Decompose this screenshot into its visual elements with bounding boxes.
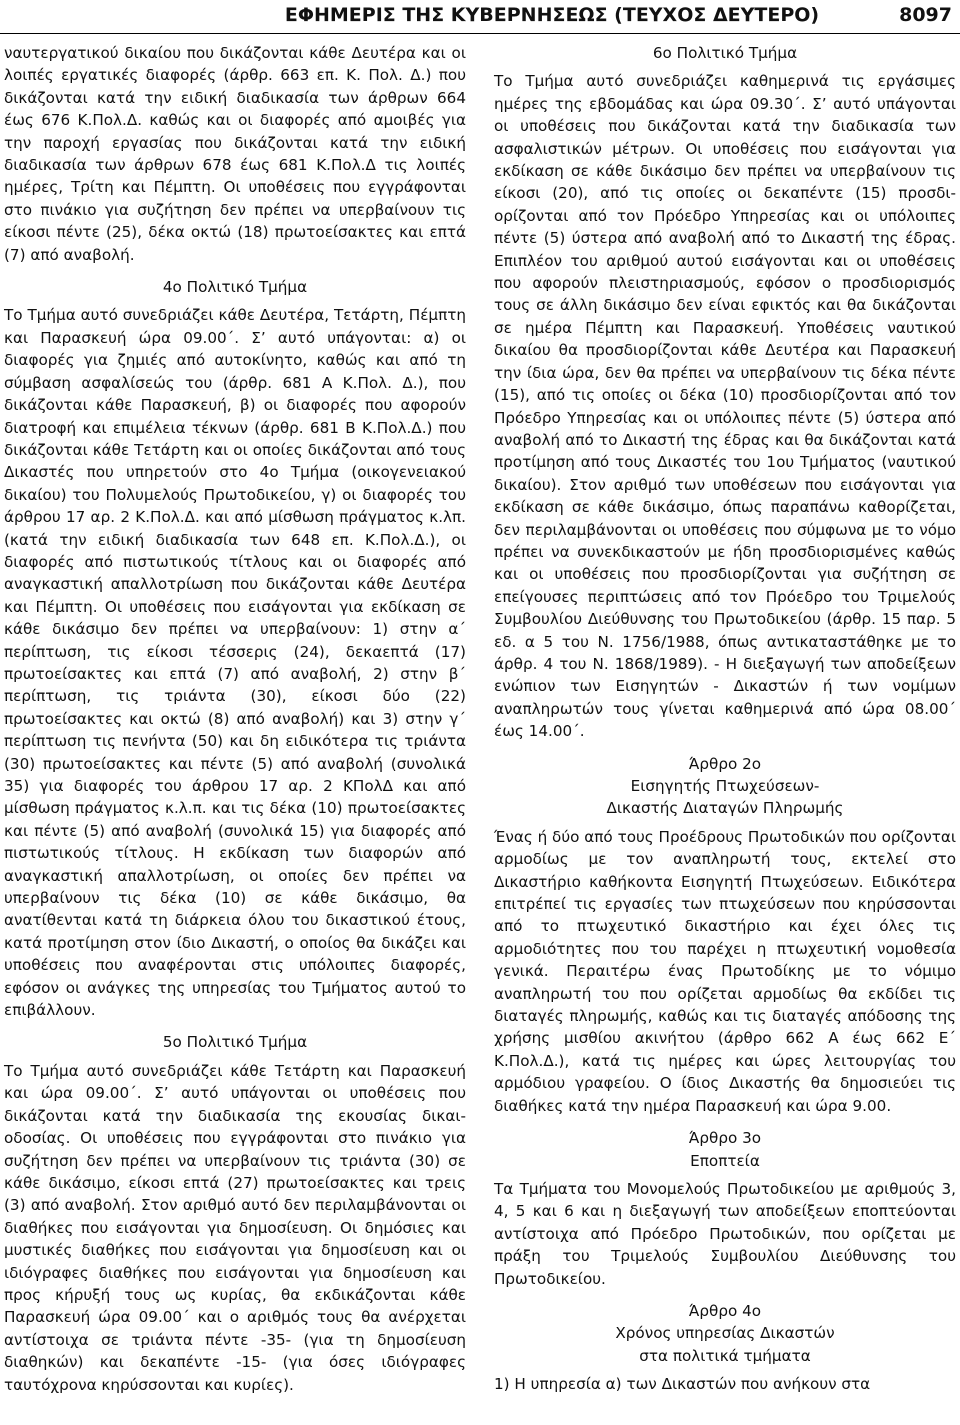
article-4-title: Άρθρο 4ο (688, 1301, 762, 1320)
paragraph-3rd-section-end: ναυτεργατικού δικαίου που δικάζονται κάθε Δευτέρα και οι λοιπές εργατικές διαφορές (άρθρ. 663 επ. Κ. Πολ. Δ.) που δικάζονται κατά την ειδική διαδικασία των άρθρων 664 έως 676 Κ.Πολ.Δ. καθώς και οι διαφορές από αμοιβές για την παροχή εργασίας που δικάζονται κατά την ειδική διαδικασία των άρθρων 678 έως 681 Κ.Πολ.Δ τις λοιπές ημέρες, Τρίτη και Πέμπτη. Οι υποθέσεις που εγγράφονται στο πινάκιο για συζήτηση δεν πρέπει να υπερβαίνουν τις είκοσι πέντε (25), δέκα οκτώ (18) πρωτοείσακτες και επτά (7) από αναβολή. (4, 44, 466, 264)
page-header (0, 0, 960, 30)
heading-article-4 (494, 1300, 956, 1367)
paragraph-4th-section: Το Τμήμα αυτό συνεδριάζει κάθε Δευτέρα, Τετάρτη, Πέμπτη και Παρασκευή ώρα 09.00΄. Σ’ αυτό υπάγονται: α) οι διαφορές για ζημιές από αυτοκίνητο, καθώς και από τη σύμβαση ασφαλίσεώς του (άρθρ. 681 Α Κ.Πολ. Δ.), που δικάζονται κάθε Παρασκευή, β) οι διαφορές που αφορούν διατροφή και επιμέλεια τέκνων (άρθρ. 681 Β Κ.Πολ.Δ.) που δικάζονται κάθε Τετάρτη και οι οποίες δικάζονται από τους Δικαστές που υπηρετούν στο 4ο Τμήμα (οικογενειακού δικαίου) του Πολυμελούς Πρωτοδικείου, γ) οι διαφορές του άρθρου 17 αρ. 2 Κ.Πολ.Δ. και από μίσθωση πράγματος κ.λπ. (κατά την ειδική διαδικασία των 648 επ. Κ.Πολ.Δ.), οι διαφορές από πιστωτικούς τίτλους και οι διαφορές από αναγκαστική απαλλοτρίωση που δικάζονται κάθε Δευτέρα και Πέμπτη. Οι υποθέσεις που εισάγονται για εκδίκαση σε κάθε δικάσιμο δεν πρέπει να υπερβαίνουν: 1) στην α΄ περίπτωση, τις είκοσι τέσσερις (24), δεκαεπτά (17) πρωτοείσακτες και επτά (7) από αναβολή, 2) στην β΄ περίπτωση, τις τριάντα (30), είκοσι δύο (22) πρωτοείσακτες και οκτώ (8) από αναβολή) και 3) στην γ΄ περίπτωση τις πενήντα (50) και δη ειδικότερα τις τριάντα (30) πρωτοείσακτες και πέντε (5) από αναβολή (συνολικά 35) για διαφορές του άρθρου 17 αρ. 2 ΚΠολΔ και από μίσθωση πράγματος κ.λ.π. και τις δέκα (10) πρωτοείσακτες και πέντε (5) από αναβολή (συνολικά 15) για διαφορές από πιστωτικούς τίτλους. Η εκδίκαση των διαφορών από αναγκαστική απαλλοτρίωση, οι οποίες δεν πρέπει να υπερβαίνουν τις δέκα (10) σε κάθε δικάσιμο, θα ανατίθενται κατά τη διάρκεια όλου του δικαστικού έτους, κατά προτίμηση στον ίδιο Δικαστή, ο οποίος θα δικάζει και υποθέσεις που αναφέρονται στις υπόλοιπες διαφορές, εφόσον οι ανάγκες της υπηρεσίας του Τμήματος αυτού το επιβάλλουν. (4, 306, 466, 1020)
article-4-subtitle-1: Χρόνος υπηρεσίας Δικαστών (615, 1324, 835, 1343)
gazette-title: ΕΦΗΜΕΡΙΣ ΤΗΣ ΚΥΒΕΡΝΗΣΕΩΣ (ΤΕΥΧΟΣ ΔΕΥΤΕΡΟ) (284, 4, 820, 26)
paragraph-article-4: 1) Η υπηρεσία α) των Δικαστών που ανήκουν στα (494, 1375, 871, 1394)
heading-6th-section: 6ο Πολιτικό Τμήμα (652, 44, 798, 62)
article-3-title: Άρθρο 3ο (688, 1129, 762, 1148)
paragraph-article-2: Ένας ή δύο από τους Προέδρους Πρωτοδικών που ορίζονται αρμοδίως με τον αναπληρωτή τους, εκτελεί στο Δικαστήριο καθήκοντα Εισηγητή Πτωχεύσεων. Ειδικότερα επιτρέπεί τις εργασίες των πτωχεύσεων που κηρύσσονται από το πτωχευτικό δικαστήριο και έχει όλες τις αρμοδιότητες που του παρέχει η πτωχευτική νομοθεσία γενικά. Περαιτέρω ένας Πρωτοδίκης με το νόμιμο αναπληρωτή του που ορίζεται αρμοδίως θα εκδίδει τις διαταγές πληρωμής, καθώς και τις διαταγές απόδοσης της χρήσης μισθίου ακινήτου (άρθρο 662 Α έως 662 Ε΄ Κ.Πολ.Δ.), κατά τις ημέρες και ώρες λειτουργίας του αρμόδιου γραφείου. Ο ίδιος Δικαστής θα δημοσιεύει τις διαθήκες κατά την ημέρα Παρασκευή και ώρα 9.00. (494, 827, 956, 1115)
article-2-title: Άρθρο 2ο (688, 754, 762, 773)
header-rule (0, 33, 960, 34)
heading-article-3 (494, 1127, 956, 1172)
article-2-subtitle-2: Δικαστής Διαταγών Πληρωμής (606, 799, 844, 818)
paragraph-5th-section: Το Τμήμα αυτό συνεδριάζει κάθε Τετάρτη και Παρασκευή και ώρα 09.00΄. Σ’ αυτό υπάγονται οι υποθέσεις που δικάζονται κατά την διαδικασία της εκουσίας δικαιοδοσίας. Οι υποθέσεις που εγγράφονται στο πινάκιο για συζήτηση δεν πρέπει να υπερβαίνουν τις τριάντα (30) σε κάθε δικάσιμο, είκοσι επτά (27) πρωτοείσακτες και τρεις (3) από αναβολή. Στον αριθμό αυτό δεν περιλαμβάνονται οι διαθήκες που εισάγονται για δημοσίευση. Οι δημόσιες και μυστικές διαθήκες που εισάγονται για δημοσίευση και οι ιδιόγραφες διαθήκες που εισάγονται για δημοσίευση και προς κήρυξή τους ως κυρίας, θα εκδικάζονται κάθε Παρασκευή ώρα 09.00΄ και ο αριθμός τους θα ανέρχεται αντίστοιχα σε τριάντα πέντε -35- (για τη δημοσίευση διαθηκών) και δεκαπέντε -15- (για όσες ιδιόγραφες ταυτόχρονα κηρύσσονται και κυρίες). (4, 1061, 466, 1394)
left-column (4, 42, 466, 1396)
page-number: 8097 (899, 4, 952, 26)
paragraph-article-3: Τα Τμήματα του Μονομελούς Πρωτοδικείου με αριθμούς 3, 4, 5 και 6 και η διεξαγωγή των αποδείξεων εποπτεύονται αντίστοιχα από Πρόεδρο Πρωτοδικών, που ορίζεται με πράξη του Τριμελούς Συμβουλίου Διεύθυνσης του Πρωτοδικείου. (494, 1179, 956, 1288)
article-2-subtitle-1: Εισηγητής Πτωχεύσεων- (630, 777, 820, 795)
heading-article-2 (494, 753, 956, 820)
article-4-subtitle-2: στα πολιτικά τμήματα (639, 1346, 811, 1365)
paragraph-6th-section: Το Τμήμα αυτό συνεδριάζει καθημερινά τις εργάσιμες ημέρες της εβδομάδας και ώρα 09.30΄. Σ’ αυτό υπάγονται οι υποθέσεις που δικάζονται κατά την διαδικασία των ασφαλιστικών μέτρων. Οι υποθέσεις που εισάγονται για εκδίκαση σε κάθε δικάσιμο δεν πρέπει να υπερβαίνουν τις είκοσι (20), από τις οποίες οι δεκαπέντε (15) προσδιορίζονται από τον Πρόεδρο Υπηρεσίας και οι υπόλοιπες πέντε (5) ύστερα από αναβολή από το Δικαστή της έδρας. Επιπλέον του αριθμού αυτού εισάγονται και οι υποθέσεις που αφορούν πλειστηριασμούς, εφόσον ο προσδιορισμός τους σε άλλη δικάσιμο δεν είναι εφικτός και θα δικάζονται σε ημέρα Πέμπτη και Παρασκευή. Υποθέσεις ναυτικού δικαίου θα προσδιορίζονται κάθε Δευτέρα και Παρασκευή την ίδια ώρα, δεν θα πρέπει να υπερβαίνουν τις δέκα πέντε (15), από τις οποίες οι δέκα (10) προσδιορίζονται από τον Πρόεδρο Υπηρεσίας και οι υπόλοιπες πέντε (5) ύστερα από αναβολή από το Δικαστή της έδρας και θα δικάζονται κατά προτίμηση από τους Δικαστές του 1ου Τμήματος (ναυτικού δικαίου). Στον αριθμό των υποθέσεων που εισάγονται για εκδίκαση σε κάθε δικάσιμο, όπως παραπάνω καθορίζεται, δεν περιλαμβάνονται οι υποθέσεις που σύμφωνα με το νόμο πρέπει να συνεκδικαστούν με ήδη προσδιορισμένες καθώς και οι υποθέσεις που προσδιορίζονται για συζήτηση σε επείγουσες περιπτώσεις από τον Πρόεδρο του Τριμελούς Συμβουλίου Διεύθυνσης του Πρωτοδικείου (άρθρ. 15 παρ. 5 εδ. α 5 του Ν. 1756/1988, όπως αντικαταστάθηκε με το άρθρ. 4 του Ν. 1868/1989). - Η διεξαγωγή των αποδείξεων ενώπιον των Εισηγητών - Δικαστών ή των νομίμων αναπληρωτών τους γίνεται καθημερινά από ώρα 08.00΄ έως 14.00΄. (494, 72, 956, 741)
heading-4th-section: 4ο Πολιτικό Τμήμα (162, 278, 308, 297)
article-3-subtitle: Εποπτεία (690, 1151, 760, 1170)
heading-5th-section: 5ο Πολιτικό Τμήμα (162, 1033, 308, 1052)
right-column (494, 42, 956, 1396)
